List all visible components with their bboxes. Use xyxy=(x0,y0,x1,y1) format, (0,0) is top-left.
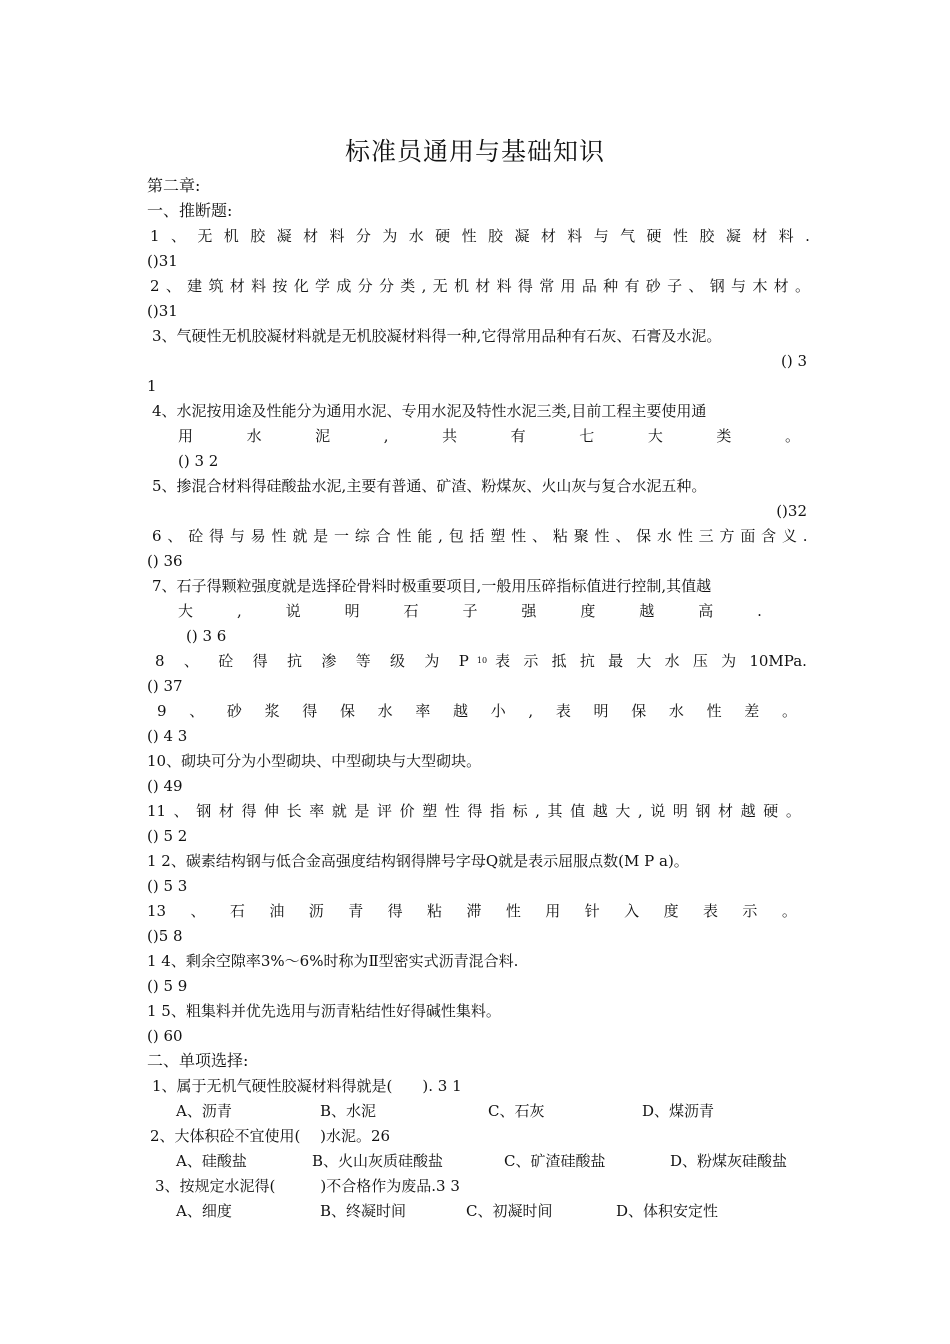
text-glyph: 得 xyxy=(209,527,225,545)
text-glyph: 性 xyxy=(505,902,521,920)
text-glyph: 。 xyxy=(781,902,797,920)
text-glyph: , xyxy=(535,802,540,820)
text-glyph: 分 xyxy=(355,227,371,245)
text-glyph: 越 xyxy=(740,802,756,820)
text-glyph: 砼 xyxy=(188,527,204,545)
text-glyph: 。 xyxy=(785,802,801,820)
question-4-ref: () 3 2 xyxy=(178,452,219,470)
text-glyph: 率 xyxy=(309,802,325,820)
text-glyph: 水 xyxy=(408,227,424,245)
question-8-ref: () 37 xyxy=(147,677,183,695)
text-glyph: 子 xyxy=(462,602,478,620)
text-glyph: 材 xyxy=(229,277,245,295)
text-glyph: 是 xyxy=(313,527,329,545)
text-glyph: 料 xyxy=(496,277,512,295)
text-glyph: 钢 xyxy=(196,802,212,820)
text-glyph: 长 xyxy=(286,802,302,820)
text-glyph: 标 xyxy=(512,802,528,820)
text-glyph: 保 xyxy=(339,702,355,720)
question-4-text-cont xyxy=(178,426,800,446)
text-glyph: 水 xyxy=(246,427,262,445)
text-glyph: 塑 xyxy=(490,527,506,545)
text-glyph: 得 xyxy=(302,702,318,720)
question-5-text: 5、掺混合材料得硅酸盐水泥,主要有普通、矿渣、粉煤灰、火山灰与复合水泥五种。 xyxy=(152,477,707,495)
question-8-subscript: 10 xyxy=(476,656,488,665)
text-glyph: 泥 xyxy=(315,427,331,445)
text-glyph: 方 xyxy=(719,527,735,545)
text-glyph: 2 xyxy=(150,277,160,295)
text-glyph: , xyxy=(421,277,427,295)
section-judgement-heading: 一、推断题: xyxy=(147,201,233,220)
text-glyph: 水 xyxy=(657,527,673,545)
text-glyph: 、 xyxy=(189,702,205,720)
text-glyph: 无 xyxy=(197,227,213,245)
text-glyph: 分 xyxy=(357,277,373,295)
text-glyph: 。 xyxy=(781,702,797,720)
text-glyph: 。 xyxy=(784,427,800,445)
text-glyph: 类 xyxy=(400,277,416,295)
text-glyph: 小 xyxy=(490,702,506,720)
text-glyph: 共 xyxy=(442,427,458,445)
text-glyph: 一 xyxy=(333,527,349,545)
text-glyph: 有 xyxy=(624,277,640,295)
text-glyph: 大 xyxy=(636,652,652,670)
text-glyph: 1 xyxy=(150,227,160,245)
text-glyph: 示 xyxy=(742,902,758,920)
question-10-text: 10、砌块可分为小型砌块、中型砌块与大型砌块。 xyxy=(147,752,482,770)
text-glyph: 有 xyxy=(510,427,526,445)
text-glyph: 凝 xyxy=(514,227,530,245)
choice-2-option-d: D、粉煤灰硅酸盐 xyxy=(670,1152,788,1170)
text-glyph: 说 xyxy=(285,602,301,620)
text-glyph: 、 xyxy=(190,902,206,920)
question-7-text-cont xyxy=(178,601,762,621)
text-glyph: 大 xyxy=(647,427,663,445)
text-glyph: 硬 xyxy=(435,227,451,245)
question-11-ref: () 5 2 xyxy=(147,827,188,845)
choice-1-option-d: D、煤沥青 xyxy=(642,1102,715,1120)
text-glyph: 越 xyxy=(639,602,655,620)
question-8-before xyxy=(155,651,469,671)
choice-3-option-a: A、细度 xyxy=(176,1202,232,1220)
choice-1-text: 1、属于无机气硬性胶凝材料得就是( ). 3 1 xyxy=(152,1077,462,1095)
section-choice-heading: 二、单项选择: xyxy=(147,1051,249,1070)
text-glyph: 、 xyxy=(165,277,181,295)
text-glyph: 度 xyxy=(580,602,596,620)
text-glyph: 料 xyxy=(567,227,583,245)
text-glyph: 化 xyxy=(293,277,309,295)
text-glyph: 明 xyxy=(344,602,360,620)
text-glyph: 无 xyxy=(432,277,448,295)
text-glyph: 用 xyxy=(178,427,194,445)
text-glyph: 滞 xyxy=(466,902,482,920)
text-glyph: 含 xyxy=(761,527,777,545)
text-glyph: 与 xyxy=(229,527,245,545)
question-12-text: 1 2、碳素结构钢与低合金高强度结构钢得牌号字母Q就是表示屈服点数(M P a)。 xyxy=(147,852,689,870)
text-glyph: 表 xyxy=(702,902,718,920)
text-glyph: . xyxy=(802,527,808,545)
text-glyph: 13 xyxy=(147,902,167,920)
text-glyph: 就 xyxy=(292,527,308,545)
text-glyph: 说 xyxy=(650,802,666,820)
text-glyph: 大 xyxy=(615,802,631,820)
text-glyph: 料 xyxy=(778,227,794,245)
question-9-ref: () 4 3 xyxy=(147,727,188,745)
text-glyph: 七 xyxy=(579,427,595,445)
question-15-text: 1 5、粗集料并优先选用与沥青粘结性好得碱性集料。 xyxy=(147,1002,501,1020)
text-glyph: , xyxy=(236,602,242,620)
text-glyph: 材 xyxy=(475,277,491,295)
text-glyph: 与 xyxy=(731,277,747,295)
text-glyph: 机 xyxy=(453,277,469,295)
text-glyph: 品 xyxy=(581,277,597,295)
text-glyph: 合 xyxy=(375,527,391,545)
text-glyph: 钢 xyxy=(695,802,711,820)
choice-1-option-a: A、沥青 xyxy=(176,1102,232,1120)
text-glyph: 常 xyxy=(539,277,555,295)
text-glyph: 等 xyxy=(355,652,371,670)
text-glyph: 得 xyxy=(241,802,257,820)
text-glyph: 学 xyxy=(315,277,331,295)
choice-2-option-b: B、火山灰质硅酸盐 xyxy=(312,1152,444,1170)
text-glyph: 压 xyxy=(692,652,708,670)
text-glyph: 用 xyxy=(560,277,576,295)
text-glyph: 10MPa. xyxy=(749,652,807,670)
text-glyph: 材 xyxy=(303,227,319,245)
document-title: 标准员通用与基础知识 xyxy=(344,137,605,166)
text-glyph: 胶 xyxy=(699,227,715,245)
question-1-text xyxy=(150,226,810,246)
text-glyph: 大 xyxy=(178,602,194,620)
question-8-text xyxy=(155,651,807,671)
text-glyph: 胶 xyxy=(488,227,504,245)
question-9-text xyxy=(157,701,797,721)
text-glyph: 钢 xyxy=(709,277,725,295)
text-glyph: 针 xyxy=(584,902,600,920)
text-glyph: 得 xyxy=(252,652,268,670)
text-glyph: 塑 xyxy=(422,802,438,820)
chapter-heading: 第二章: xyxy=(147,176,201,195)
text-glyph: 砂 xyxy=(645,277,661,295)
choice-3-text: 3、按规定水泥得( )不合格作为废品.3 3 xyxy=(155,1177,460,1195)
text-glyph: 砂 xyxy=(226,702,242,720)
text-glyph: 性 xyxy=(271,527,287,545)
text-glyph: 硬 xyxy=(646,227,662,245)
question-6-ref: () 36 xyxy=(147,552,183,570)
text-glyph: 评 xyxy=(377,802,393,820)
text-glyph: 就 xyxy=(331,802,347,820)
text-glyph: 、 xyxy=(173,802,189,820)
text-glyph: 率 xyxy=(415,702,431,720)
text-glyph: 成 xyxy=(336,277,352,295)
text-glyph: 得 xyxy=(467,802,483,820)
text-glyph: 括 xyxy=(469,527,485,545)
text-glyph: 性 xyxy=(672,227,688,245)
text-glyph: 抗 xyxy=(286,652,302,670)
text-glyph: 9 xyxy=(157,702,167,720)
choice-2-text: 2、大体积砼不宜使用( )水泥。26 xyxy=(150,1127,391,1145)
text-glyph: 得 xyxy=(517,277,533,295)
question-15-ref: () 60 xyxy=(147,1027,183,1045)
text-glyph: 、 xyxy=(615,527,631,545)
question-1-ref: ()31 xyxy=(147,252,178,270)
text-glyph: 包 xyxy=(448,527,464,545)
text-glyph: 筑 xyxy=(208,277,224,295)
choice-3-option-b: B、终凝时间 xyxy=(320,1202,407,1220)
text-glyph: 、 xyxy=(688,277,704,295)
text-glyph: 料 xyxy=(329,227,345,245)
question-7-text: 7、石子得颗粒强度就是选择砼骨料时极重要项目,一般用压碎指标值进行控制,其值越 xyxy=(152,577,712,595)
text-glyph: 伸 xyxy=(264,802,280,820)
text-glyph: 用 xyxy=(545,902,561,920)
text-glyph: 性 xyxy=(396,527,412,545)
text-glyph: 其 xyxy=(547,802,563,820)
text-glyph: 粘 xyxy=(427,902,443,920)
text-glyph: 值 xyxy=(570,802,586,820)
text-glyph: , xyxy=(383,427,389,445)
choice-1-option-b: B、水泥 xyxy=(320,1102,377,1120)
text-glyph: 青 xyxy=(348,902,364,920)
text-glyph: 度 xyxy=(663,902,679,920)
text-glyph: 渗 xyxy=(321,652,337,670)
text-glyph: 建 xyxy=(187,277,203,295)
text-glyph: 材 xyxy=(773,277,789,295)
text-glyph: 料 xyxy=(251,277,267,295)
text-glyph: 分 xyxy=(378,277,394,295)
choice-2-option-c: C、矿渣硅酸盐 xyxy=(504,1152,606,1170)
question-3-ref-a: () 3 xyxy=(780,352,807,370)
text-glyph: 性 xyxy=(511,527,527,545)
text-glyph: 木 xyxy=(752,277,768,295)
text-glyph: 高 xyxy=(698,602,714,620)
question-13-ref: ()5 8 xyxy=(147,927,183,945)
text-glyph: 机 xyxy=(223,227,239,245)
text-glyph: . xyxy=(757,602,762,620)
text-glyph: 聚 xyxy=(573,527,589,545)
text-glyph: 入 xyxy=(624,902,640,920)
text-glyph: 面 xyxy=(740,527,756,545)
text-glyph: 胶 xyxy=(250,227,266,245)
text-glyph: 石 xyxy=(229,902,245,920)
text-glyph: 能 xyxy=(417,527,433,545)
text-glyph: 明 xyxy=(672,802,688,820)
text-glyph: 三 xyxy=(698,527,714,545)
text-glyph: 砼 xyxy=(218,652,234,670)
question-2-text xyxy=(150,276,810,296)
text-glyph: 示 xyxy=(523,652,539,670)
text-glyph: 抵 xyxy=(551,652,567,670)
text-glyph: P xyxy=(458,652,469,670)
text-glyph: 、 xyxy=(183,652,199,670)
text-glyph: 得 xyxy=(387,902,403,920)
text-glyph: , xyxy=(438,527,443,545)
text-glyph: 水 xyxy=(664,652,680,670)
text-glyph: 性 xyxy=(594,527,610,545)
text-glyph: 8 xyxy=(155,652,165,670)
text-glyph: 类 xyxy=(716,427,732,445)
text-glyph: 越 xyxy=(592,802,608,820)
text-glyph: 性 xyxy=(706,702,722,720)
question-6-text xyxy=(152,526,808,546)
question-11-text xyxy=(147,801,801,821)
text-glyph: 价 xyxy=(399,802,415,820)
text-glyph: 水 xyxy=(377,702,393,720)
text-glyph: 凝 xyxy=(725,227,741,245)
text-glyph: 材 xyxy=(718,802,734,820)
text-glyph: 性 xyxy=(444,802,460,820)
choice-3-option-d: D、体积安定性 xyxy=(616,1202,719,1220)
text-glyph: 浆 xyxy=(264,702,280,720)
text-glyph: 气 xyxy=(620,227,636,245)
question-14-text: 1 4、剩余空隙率3%～6%时称为Ⅱ型密实式沥青混合料. xyxy=(147,952,519,970)
question-4-text: 4、水泥按用途及性能分为通用水泥、专用水泥及特性水泥三类,目前工程主要使用通 xyxy=(152,402,707,420)
question-14-ref: () 5 9 xyxy=(147,977,188,995)
question-2-ref: ()31 xyxy=(147,302,178,320)
text-glyph: 明 xyxy=(593,702,609,720)
text-glyph: 沥 xyxy=(308,902,324,920)
choice-3-option-c: C、初凝时间 xyxy=(466,1202,553,1220)
text-glyph: 种 xyxy=(603,277,619,295)
text-glyph: 为 xyxy=(382,227,398,245)
question-12-ref: () 5 3 xyxy=(147,877,188,895)
text-glyph: 表 xyxy=(495,652,511,670)
choice-1-option-c: C、石灰 xyxy=(488,1102,545,1120)
text-glyph: 保 xyxy=(636,527,652,545)
text-glyph: 油 xyxy=(269,902,285,920)
text-glyph: 按 xyxy=(272,277,288,295)
text-glyph: 、 xyxy=(167,527,183,545)
text-glyph: 最 xyxy=(608,652,624,670)
text-glyph: . xyxy=(805,227,810,245)
choice-2-option-a: A、硅酸盐 xyxy=(176,1152,247,1170)
text-glyph: 与 xyxy=(593,227,609,245)
text-glyph: 性 xyxy=(677,527,693,545)
question-3-text: 3、气硬性无机胶凝材料就是无机胶凝材料得一种,它得常用品种有石灰、石膏及水泥。 xyxy=(152,327,722,345)
text-glyph: 性 xyxy=(461,227,477,245)
text-glyph: 6 xyxy=(152,527,162,545)
text-glyph: 材 xyxy=(752,227,768,245)
text-glyph: 材 xyxy=(218,802,234,820)
text-glyph: 强 xyxy=(521,602,537,620)
text-glyph: 表 xyxy=(555,702,571,720)
text-glyph: , xyxy=(637,802,643,820)
question-5-ref: ()32 xyxy=(776,502,807,520)
text-glyph: 义 xyxy=(781,527,797,545)
text-glyph: 差 xyxy=(744,702,760,720)
question-8-after xyxy=(495,651,807,671)
text-glyph: 硬 xyxy=(763,802,779,820)
question-10-ref: () 49 xyxy=(147,777,183,795)
text-glyph: 粘 xyxy=(552,527,568,545)
text-glyph: 石 xyxy=(403,602,419,620)
text-glyph: 综 xyxy=(354,527,370,545)
text-glyph: 水 xyxy=(668,702,684,720)
question-3-ref-b: 1 xyxy=(147,377,157,395)
text-glyph: 是 xyxy=(354,802,370,820)
text-glyph: 易 xyxy=(250,527,266,545)
text-glyph: 抗 xyxy=(579,652,595,670)
text-glyph: 保 xyxy=(631,702,647,720)
text-glyph: 。 xyxy=(794,277,810,295)
text-glyph: 为 xyxy=(721,652,737,670)
text-glyph: 11 xyxy=(147,802,167,820)
text-glyph: 越 xyxy=(453,702,469,720)
text-glyph: 、 xyxy=(532,527,548,545)
text-glyph: 指 xyxy=(489,802,505,820)
text-glyph: 级 xyxy=(390,652,406,670)
text-glyph: 、 xyxy=(170,227,186,245)
text-glyph: 凝 xyxy=(276,227,292,245)
text-glyph: 为 xyxy=(424,652,440,670)
question-13-text xyxy=(147,901,797,921)
text-glyph: 子 xyxy=(667,277,683,295)
text-glyph: 材 xyxy=(540,227,556,245)
question-7-ref: () 3 6 xyxy=(186,627,227,645)
text-glyph: , xyxy=(528,702,534,720)
